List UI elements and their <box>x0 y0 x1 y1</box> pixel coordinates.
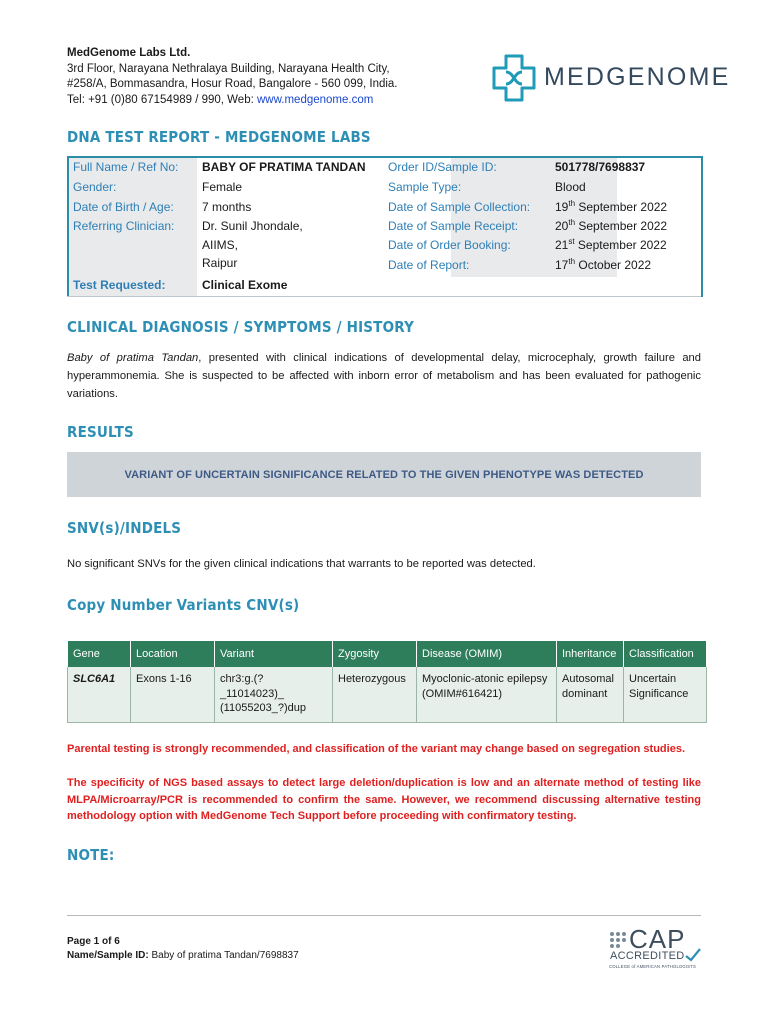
cnv-table-header <box>68 641 707 667</box>
company-address-block <box>67 46 398 108</box>
gene-cell: SLC6A1 <box>68 667 131 723</box>
variant-cell: chr3:g.(?_11014023)_ (11055203_?)dup <box>215 667 333 723</box>
clinician-line-2: AIIMS, <box>202 238 239 252</box>
cnv-heading: Copy Number Variants CNV(s) <box>67 596 300 614</box>
logo-wordmark: MEDGENOME <box>544 63 731 91</box>
collection-date-label: Date of Sample Collection: <box>388 200 531 214</box>
contact-line <box>67 93 398 109</box>
receipt-date-label: Date of Sample Receipt: <box>388 219 519 233</box>
cap-dots-icon <box>608 930 628 950</box>
header-location: Location <box>131 641 215 667</box>
results-banner: VARIANT OF UNCERTAIN SIGNIFICANCE RELATED TO THE GIVEN PHENOTYPE WAS DETECTED <box>67 452 701 497</box>
snv-heading: SNV(s)/INDELS <box>67 519 182 537</box>
receipt-date-value: 20th September 2022 <box>555 218 668 233</box>
note-heading: NOTE: <box>67 846 115 864</box>
cap-word: CAP <box>629 924 686 954</box>
location-cell: Exons 1-16 <box>131 667 215 723</box>
collection-date-value: 19th September 2022 <box>555 199 668 214</box>
dob-label: Date of Birth / Age: <box>73 200 174 214</box>
snv-result-text: No significant SNVs for the given clinical indications that warrants to be reported was detected. <box>67 558 536 570</box>
gender-value: Female <box>202 180 243 194</box>
booking-date-label: Date of Order Booking: <box>388 238 511 252</box>
cap-accredited-logo <box>607 924 703 974</box>
report-title: DNA TEST REPORT - MEDGENOME LABS <box>67 128 371 146</box>
clinician-label: Referring Clinician: <box>73 219 175 233</box>
clinician-line-3: Raipur <box>202 256 238 270</box>
ngs-specificity-warning: The specificity of NGS based assays to detect large deletion/duplication is low and an alternate method of testing like MLPA/Microarray/PCR is recommended to confirm the same. However, we recommend discussing alternative testing methodology option with MedGenome Tech Support before proceeding with confirmatory testing. <box>67 777 701 822</box>
test-requested-label: Test Requested: <box>73 278 166 292</box>
address-line-1: 3rd Floor, Narayana Nethralaya Building, Narayana Health City, <box>67 62 390 75</box>
medgenome-logo <box>492 54 731 102</box>
full-name-label: Full Name / Ref No: <box>73 160 179 174</box>
checkmark-icon <box>685 948 701 962</box>
booking-date-value: 21st September 2022 <box>555 237 667 252</box>
header-classification: Classification <box>624 641 707 667</box>
test-requested-value: Clinical Exome <box>202 278 288 292</box>
full-name-value: BABY OF PRATIMA TANDAN <box>202 160 366 174</box>
report-date-value: 17th October 2022 <box>555 257 652 272</box>
cap-subtitle: COLLEGE of AMERICAN PATHOLOGISTS <box>609 964 696 969</box>
classification-cell: Uncertain Significance <box>624 667 707 723</box>
header-inheritance: Inheritance <box>557 641 624 667</box>
contact-phone: Tel: +91 (0)80 67154989 / 990, Web: <box>67 93 257 106</box>
page-footer <box>67 935 299 963</box>
clinical-paragraph <box>67 349 701 403</box>
header-disease: Disease (OMIM) <box>417 641 557 667</box>
order-id-value: 501778/7698837 <box>555 160 646 174</box>
table-row <box>68 667 707 723</box>
header-gene: Gene <box>68 641 131 667</box>
company-name: MedGenome Labs Ltd. <box>67 47 191 59</box>
inheritance-cell: Autosomal dominant <box>557 667 624 723</box>
patient-info-table <box>67 156 703 297</box>
footer-sample-id: Name/Sample ID: Baby of pratima Tandan/7698837 <box>67 950 299 961</box>
header-zygosity: Zygosity <box>333 641 417 667</box>
website-link[interactable]: www.medgenome.com <box>257 93 374 106</box>
dob-value: 7 months <box>202 200 252 214</box>
clinical-heading: CLINICAL DIAGNOSIS / SYMPTOMS / HISTORY <box>67 318 415 336</box>
patient-name-italic: Baby of pratima Tandan <box>67 352 199 364</box>
sample-type-value: Blood <box>555 180 586 194</box>
cnv-table <box>67 641 707 723</box>
results-heading: RESULTS <box>67 423 134 441</box>
zygosity-cell: Heterozygous <box>333 667 417 723</box>
page-number: Page 1 of 6 <box>67 936 120 947</box>
sample-type-label: Sample Type: <box>388 180 462 194</box>
clinical-description: , presented with clinical indications of developmental delay, microcephaly, growth failure and hyperammonemia. She is suspected to be affected with inborn error of metabolism and has been evaluated for pathogenic variations. <box>67 352 701 400</box>
dna-cross-icon <box>492 54 536 102</box>
footer-divider <box>67 915 701 916</box>
report-date-label: Date of Report: <box>388 258 470 272</box>
parental-testing-warning: Parental testing is strongly recommended, and classification of the variant may change based on segregation studies. <box>67 743 685 755</box>
disease-cell: Myoclonic-atonic epilepsy (OMIM#616421) <box>417 667 557 723</box>
clinician-line-1: Dr. Sunil Jhondale, <box>202 219 303 233</box>
cap-accredited-text: ACCREDITED <box>610 950 685 962</box>
gender-label: Gender: <box>73 180 117 194</box>
order-id-label: Order ID/Sample ID: <box>388 160 497 174</box>
address-line-2: #258/A, Bommasandra, Hosur Road, Bangalore - 560 099, India. <box>67 78 398 90</box>
header-variant: Variant <box>215 641 333 667</box>
